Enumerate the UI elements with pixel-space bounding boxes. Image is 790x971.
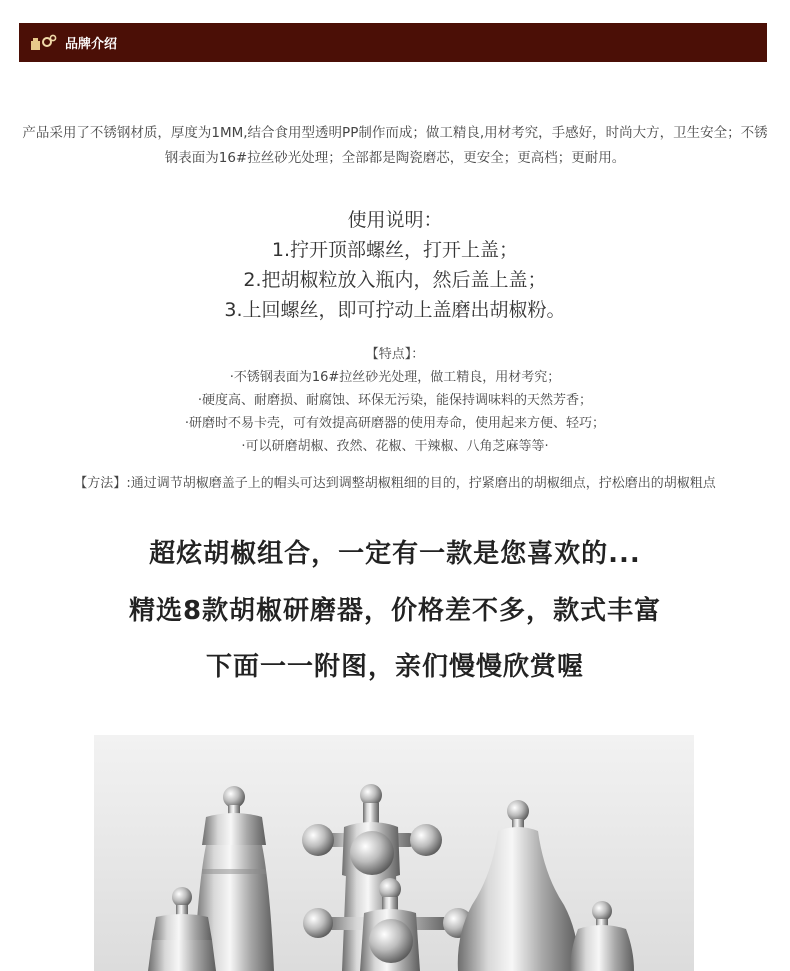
- feature-item: ·硬度高、耐磨损、耐腐蚀、环保无污染，能保持调味料的天然芳香；: [197, 393, 593, 408]
- headline: 精选8款胡椒研磨器，价格差不多，款式丰富: [128, 596, 662, 626]
- feature-item: ·不锈钢表面为16#拉丝砂光处理，做工精良，用材考究；: [229, 370, 561, 385]
- usage-step: 3.上回螺丝，即可拧动上盖磨出胡椒粉。: [224, 299, 566, 321]
- method-section: [28, 472, 762, 495]
- usage-title: 使用说明：: [347, 209, 443, 231]
- method-label: 【方法】: [74, 476, 127, 491]
- gears-icon: [29, 33, 59, 53]
- usage-instructions: [0, 206, 790, 325]
- feature-item: ·可以研磨胡椒、孜然、花椒、干辣椒、八角芝麻等等·: [241, 439, 549, 454]
- product-photo: [94, 735, 694, 971]
- product-intro: 产品采用了不锈钢材质，厚度为1MM,结合食用型透明PP制作而成；做工精良,用材考究，手感好，时尚大方，卫生安全；不锈钢表面为16#拉丝砂光处理；全部都是陶瓷磨芯，更安全；更高档；更耐用。: [22, 125, 768, 166]
- headline: 下面一一附图，亲们慢慢欣赏喔: [205, 652, 584, 682]
- brand-header: [19, 23, 767, 62]
- brand-title: 品牌介绍: [65, 37, 118, 52]
- method-text: :通过调节胡椒磨盖子上的帽头可达到调整胡椒粗细的目的，拧紧磨出的胡椒细点，拧松磨出的胡椒粗点: [126, 476, 716, 491]
- features-section: [0, 343, 790, 458]
- headline: 超炫胡椒组合，一定有一款是您喜欢的...: [149, 539, 641, 569]
- usage-step: 1.拧开顶部螺丝，打开上盖；: [271, 239, 519, 261]
- usage-step: 2.把胡椒粒放入瓶内，然后盖上盖；: [243, 269, 547, 291]
- feature-item: ·研磨时不易卡壳，可有效提高研磨器的使用寿命，使用起来方便、轻巧；: [184, 416, 606, 431]
- features-title: 【特点】：: [365, 347, 425, 362]
